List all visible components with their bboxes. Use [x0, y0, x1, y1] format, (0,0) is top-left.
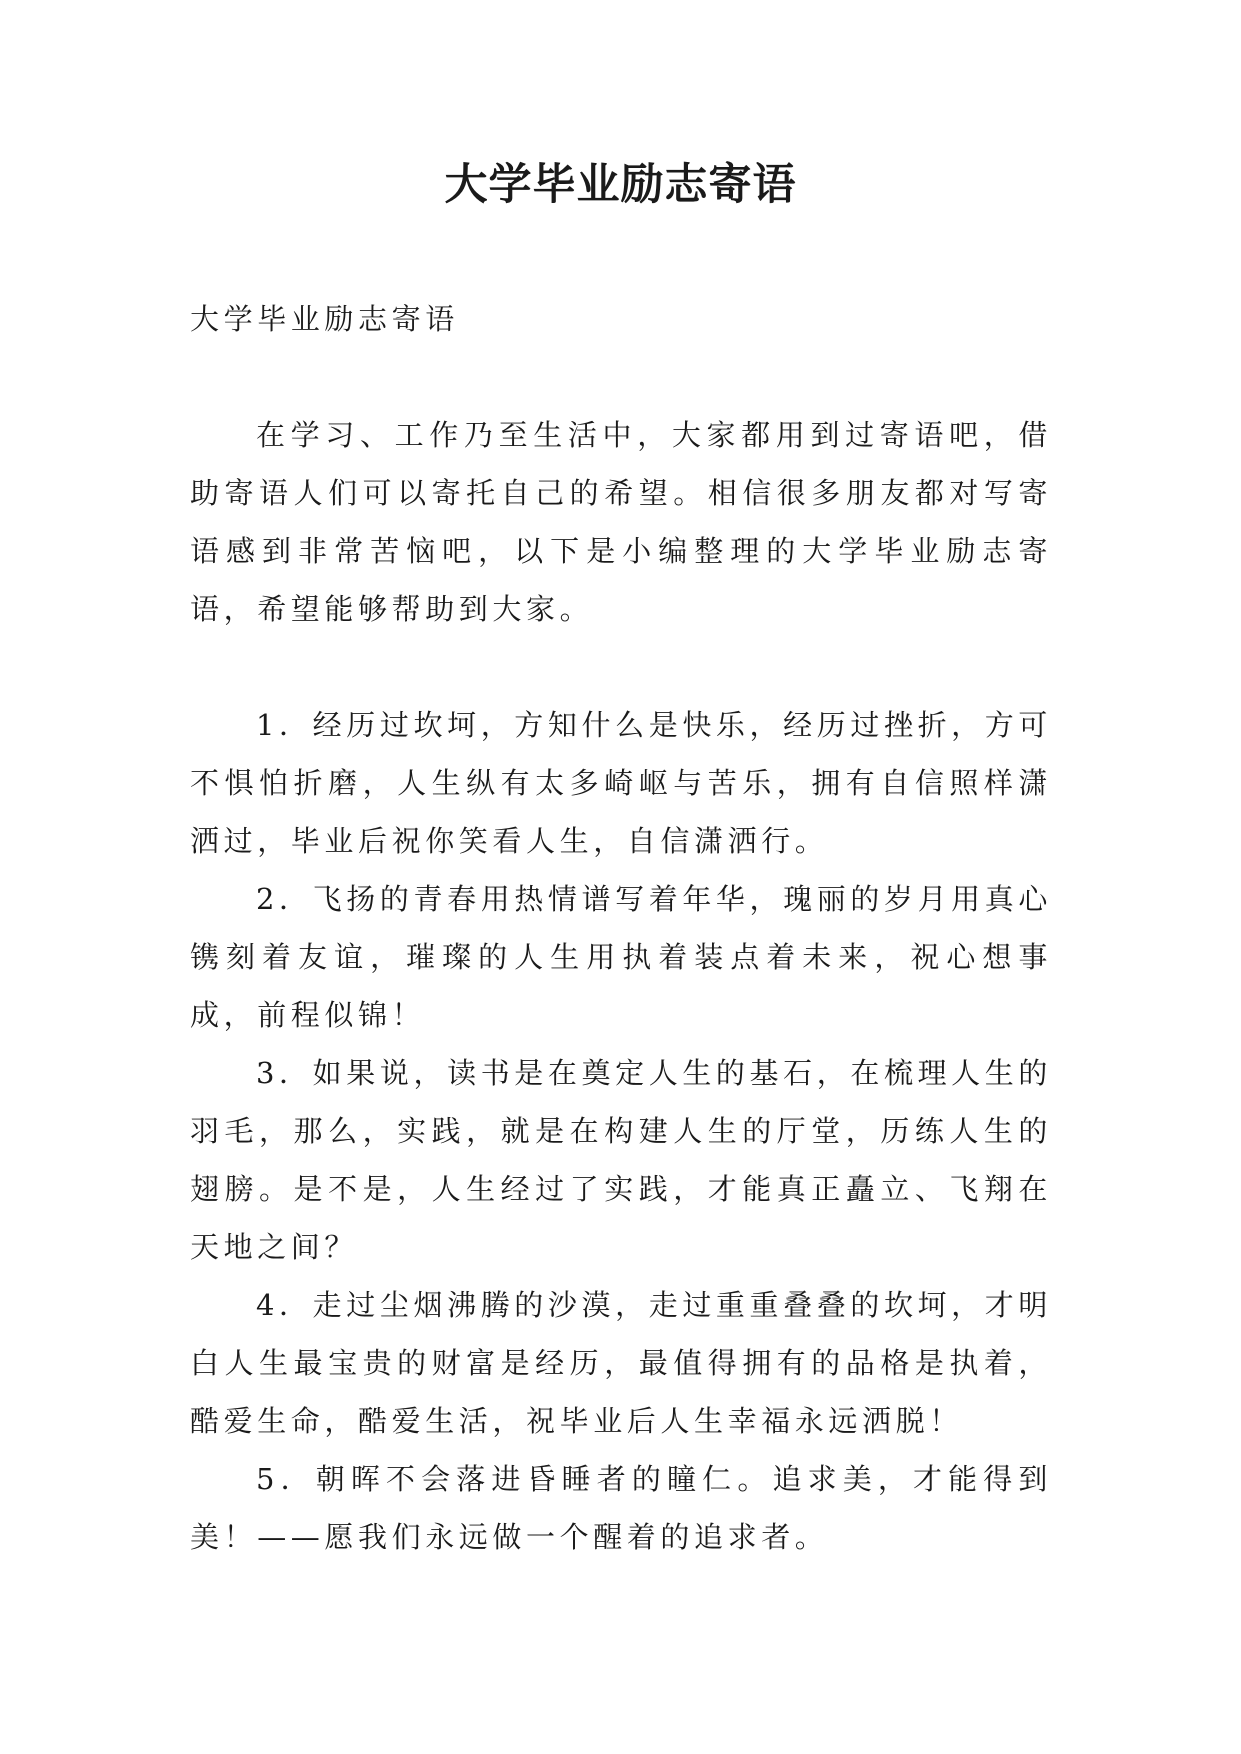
intro-paragraph: 在学习、工作乃至生活中，大家都用到过寄语吧，借助寄语人们可以寄托自己的希望。相信很多朋友都对写寄语感到非常苦恼吧，以下是小编整理的大学毕业励志寄语，希望能够帮助到大家。 — [190, 418, 1052, 626]
document-title: 大学毕业励志寄语 — [444, 160, 797, 210]
blessing-item-4: 4．走过尘烟沸腾的沙漠，走过重重叠叠的坎坷，才明白人生最宝贵的财富是经历，最值得拥有的品格是执着，酷爱生命，酷爱生活，祝毕业后人生幸福永远洒脱！ — [190, 1288, 1052, 1438]
document-subtitle: 大学毕业励志寄语 — [190, 302, 459, 336]
blank-line — [190, 348, 1052, 406]
blessing-item-5: 5．朝晖不会落进昏睡者的瞳仁。追求美，才能得到美！——愿我们永远做一个醒着的追求者。 — [190, 1462, 1052, 1554]
blank-line — [190, 638, 1052, 696]
blessing-item-2: 2．飞扬的青春用热情谱写着年华，瑰丽的岁月用真心镌刻着友谊，璀璨的人生用执着装点着未来，祝心想事成，前程似锦！ — [190, 882, 1052, 1032]
blessing-item-3: 3．如果说，读书是在奠定人生的基石，在梳理人生的羽毛，那么，实践，就是在构建人生的厅堂，历练人生的翅膀。是不是，人生经过了实践，才能真正矗立、飞翔在天地之间？ — [190, 1056, 1052, 1264]
blessing-item-1: 1．经历过坎坷，方知什么是快乐，经历过挫折，方可不惧怕折磨，人生纵有太多崎岖与苦乐，拥有自信照样潇洒过，毕业后祝你笑看人生，自信潇洒行。 — [190, 708, 1052, 858]
blessing-list — [190, 696, 1052, 1566]
document-body — [190, 290, 1052, 1566]
